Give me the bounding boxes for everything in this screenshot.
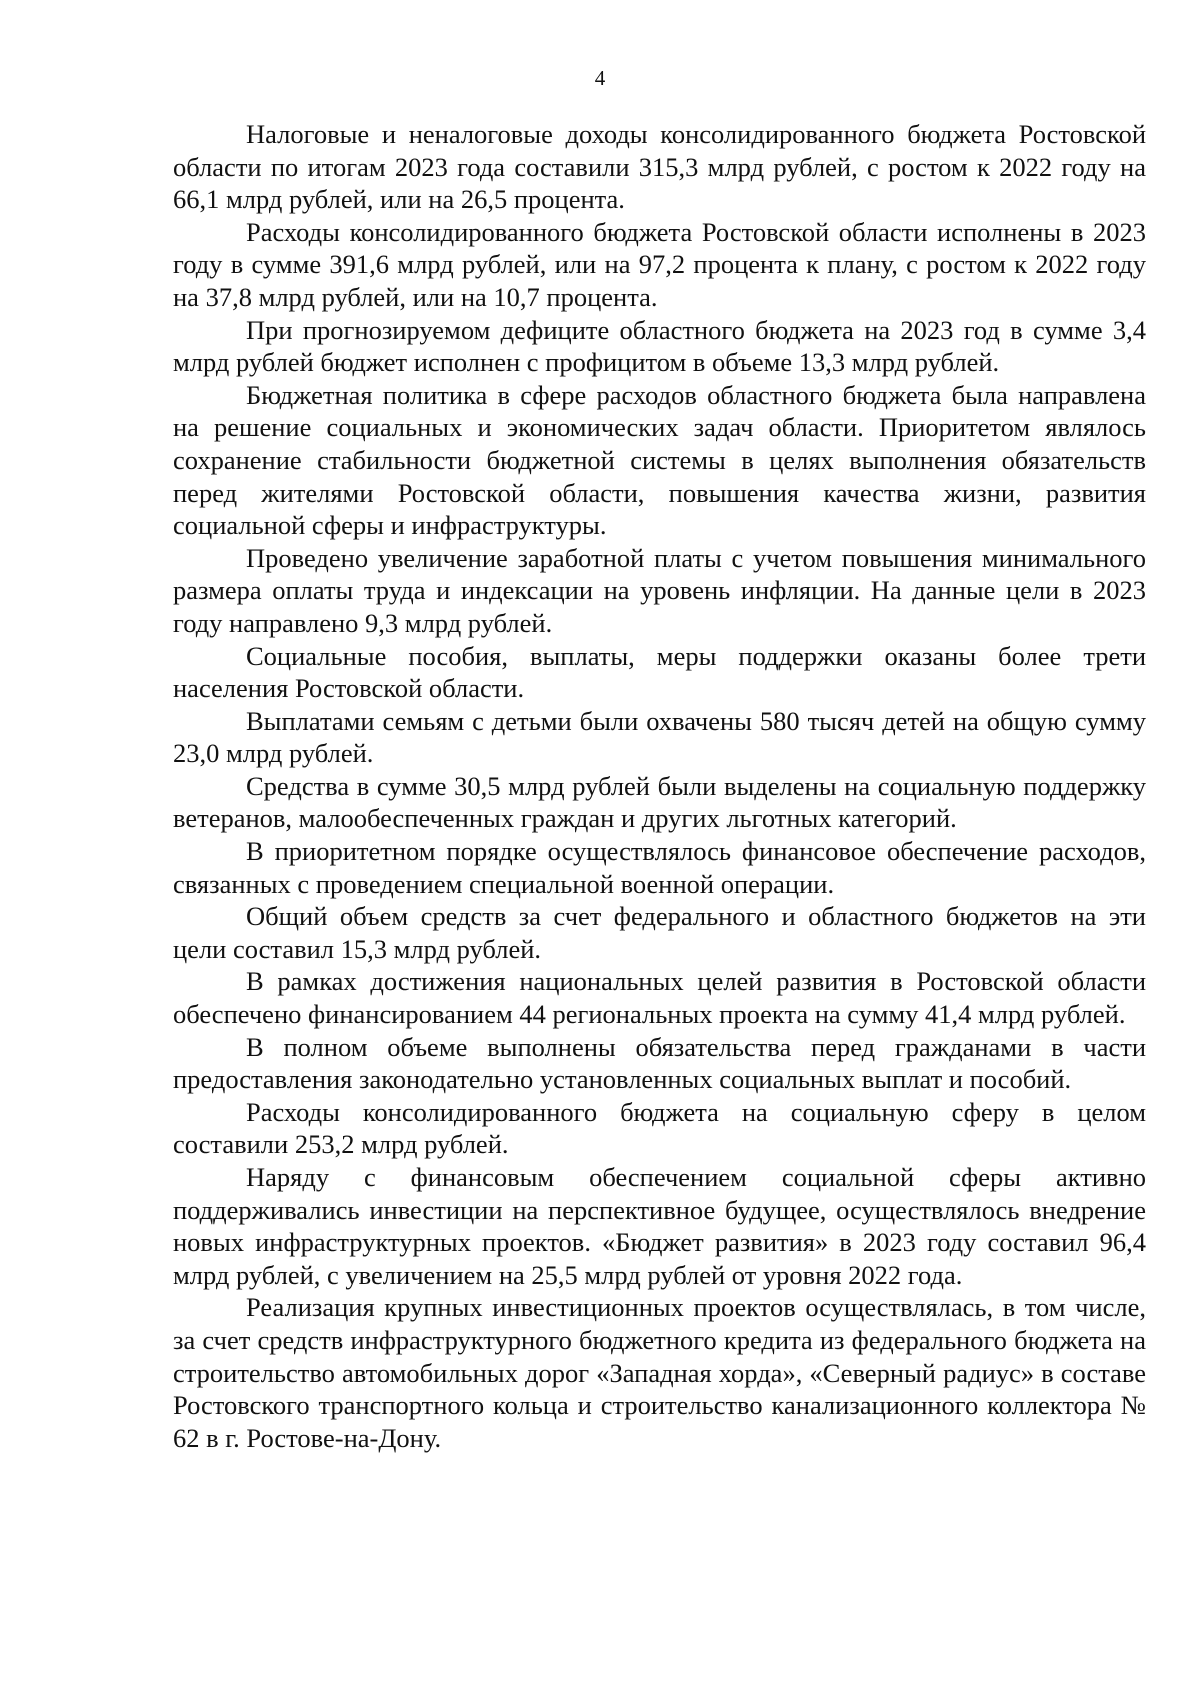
paragraph: В приоритетном порядке осуществлялось финансовое обеспечение расходов, связанных с проведением специальной военной операции. — [173, 836, 1146, 899]
paragraph: Реализация крупных инвестиционных проектов осуществлялась, в том числе, за счет средств инфраструктурного бюджетного кредита из федерального бюджета на строительство автомобильных дорог «Западная хорда», «Северный радиус» в составе Ростовского транспортного кольца и строительство канализационного коллектора № 62 в г. Ростове-на-Дону. — [173, 1292, 1146, 1453]
paragraph: Общий объем средств за счет федерального и областного бюджетов на эти цели составил 15,3 млрд рублей. — [173, 901, 1146, 964]
paragraph: В полном объеме выполнены обязательства перед гражданами в части предоставления законодательно установленных социальных выплат и пособий. — [173, 1031, 1146, 1095]
document-body — [173, 118, 1146, 1454]
paragraph: Социальные пособия, выплаты, меры поддержки оказаны более трети населения Ростовской области. — [173, 640, 1146, 704]
paragraph: Расходы консолидированного бюджета на социальную сферу в целом составили 253,2 млрд рублей. — [173, 1096, 1146, 1160]
page-number: 4 — [594, 66, 606, 90]
paragraph: Бюджетная политика в сфере расходов областного бюджета была направлена на решение социальных и экономических задач области. Приоритетом являлось сохранение стабильности бюджетной системы в целях выполнения обязательств перед жителями Ростовской области, повышения качества жизни, развития социальной сферы и инфраструктуры. — [173, 379, 1146, 541]
paragraph: Проведено увеличение заработной платы с учетом повышения минимального размера оплаты труда и индексации на уровень инфляции. На данные цели в 2023 году направлено 9,3 млрд рублей. — [173, 542, 1146, 638]
paragraph: При прогнозируемом дефиците областного бюджета на 2023 год в сумме 3,4 млрд рублей бюджет исполнен с профицитом в объеме 13,3 млрд рублей. — [173, 314, 1146, 378]
paragraph: В рамках достижения национальных целей развития в Ростовской области обеспечено финансированием 44 региональных проекта на сумму 41,4 млрд рублей. — [173, 966, 1146, 1030]
paragraph: Налоговые и неналоговые доходы консолидированного бюджета Ростовской области по итогам 2023 года составили 315,3 млрд рублей, с ростом к 2022 году на 66,1 млрд рублей, или на 26,5 процента. — [173, 119, 1146, 215]
paragraph: Выплатами семьям с детьми были охвачены 580 тысяч детей на общую сумму 23,0 млрд рублей. — [173, 705, 1146, 769]
paragraph: Расходы консолидированного бюджета Ростовской области исполнены в 2023 году в сумме 391,6 млрд рублей, или на 97,2 процента к плану, с ростом к 2022 году на 37,8 млрд рублей, или на 10,7 процента. — [173, 216, 1146, 312]
paragraph: Наряду с финансовым обеспечением социальной сферы активно поддерживались инвестиции на перспективное будущее, осуществлялось внедрение новых инфраструктурных проектов. «Бюджет развития» в 2023 году составил 96,4 млрд рублей, с увеличением на 25,5 млрд рублей от уровня 2022 года. — [173, 1162, 1146, 1290]
paragraph: Средства в сумме 30,5 млрд рублей были выделены на социальную поддержку ветеранов, малообеспеченных граждан и других льготных категорий. — [173, 770, 1146, 834]
